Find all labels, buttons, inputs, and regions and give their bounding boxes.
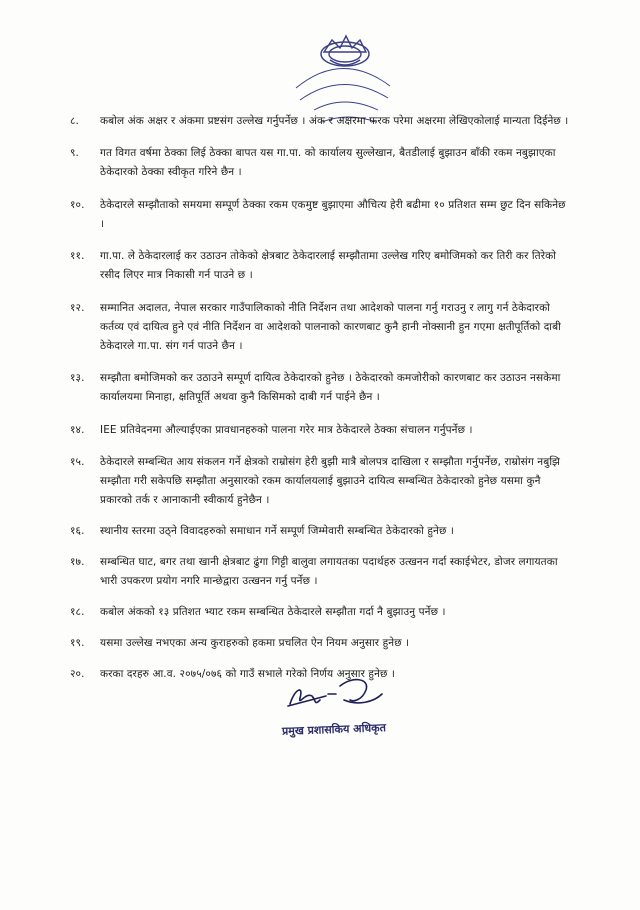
clause-number: १४. bbox=[70, 424, 85, 436]
clause-text: सम्मानित अदालत, नेपाल सरकार गाउँपालिकाको नीति निर्देशन तथा आदेशको पालना गर्नु गराउनु र लागु गर्न ठेकेदारको कर्तव्य एवं दायित्व हुने एवं नीति निर्देशन वा आदेशको पालनाको कारणबाट कुनै हानी नोक्सानी हुन गएमा क्षतीपूर्तिको दाबी ठेकेदारले गा.पा. संग गर्न पाउने छैन । bbox=[100, 302, 561, 352]
clause-number: १७. bbox=[70, 556, 85, 568]
list-item bbox=[70, 299, 570, 356]
clause-text: IEE प्रतिवेदनमा औल्याईएका प्रावधानहरुको पालना गरेर मात्र ठेकेदारले ठेक्का संचालन गर्नुपर्नेछ । bbox=[100, 424, 473, 436]
clause-number: १३. bbox=[70, 372, 85, 384]
list-item bbox=[70, 247, 570, 285]
list-item bbox=[70, 553, 570, 591]
clause-number: १९. bbox=[70, 637, 85, 649]
list-item bbox=[70, 522, 570, 541]
clause-text: गत विगत वर्षमा ठेक्का लिई ठेक्का बापत यस गा.पा. को कार्यालय सुल्लेखान, बैतडीलाई बुझाउन बाँकी रकम नबुझाएका ठेकेदारको ठेक्का स्वीकृत गरिने छैन । bbox=[100, 147, 556, 178]
clause-number: १२. bbox=[70, 302, 85, 314]
clause-text: कबोल अंकको १३ प्रतिशत भ्याट रकम सम्बन्धित ठेकेदारले सम्झौता गर्दा नै बुझाउनु पर्नेछ । bbox=[100, 606, 446, 618]
signatory-title: प्रमुख प्रशासकिय अधिकृत bbox=[281, 721, 387, 738]
clause-text: सम्झौता बमोजिमको कर उठाउने सम्पूर्ण दायित्व ठेकेदारको हुनेछ । ठेकेदारको कमजोरीको कारणबाट कर उठाउन नसकेमा कार्यालयमा मिनाहा, क्षतिपूर्ति अथवा कुनै किसिमको दाबी गर्न पाईने छैन । bbox=[100, 372, 561, 403]
list-item bbox=[70, 603, 570, 622]
clause-text: ठेकेदारले सम्झौताको समयमा सम्पूर्ण ठेक्का रकम एकमुष्ट बुझाएमा औचित्य हेरी बढीमा १० प्रतिशत सम्म छुट दिन सकिनेछ । bbox=[100, 199, 566, 230]
conditions-list bbox=[70, 112, 570, 684]
clause-number: १०. bbox=[70, 199, 85, 211]
list-item bbox=[70, 196, 570, 234]
list-item bbox=[70, 112, 570, 131]
clause-text: यसमा उल्लेख नभएका अन्य कुराहरुको हकमा प्रचलित ऐन नियम अनुसार हुनेछ । bbox=[100, 637, 410, 649]
clause-number: १८. bbox=[70, 606, 85, 618]
list-item bbox=[70, 453, 570, 510]
clause-text: स्थानीय स्तरमा उठ्ने विवादहरुको समाधान गर्ने सम्पूर्ण जिम्मेवारी सम्बन्धित ठेकेदारको हुनेछ । bbox=[100, 525, 454, 537]
list-item bbox=[70, 634, 570, 653]
clause-number: ८. bbox=[70, 115, 79, 127]
clause-text: कबोल अंक अक्षर र अंकमा प्रष्टसंग उल्लेख गर्नुपर्नेछ । अंक र अक्षरमा फरक परेमा अक्षरमा लेखिएकोलाई मान्यता दिईनेछ । bbox=[100, 115, 569, 127]
clause-text: करका दरहरु आ.व. २०७५/०७६ को गाउँ सभाले गरेको निर्णय अनुसार हुनेछ । bbox=[100, 668, 395, 680]
list-item bbox=[70, 369, 570, 407]
clause-number: २०. bbox=[70, 668, 85, 680]
clause-number: ११. bbox=[70, 250, 85, 262]
clause-text: सम्बन्धित घाट, बगर तथा खानी क्षेत्रबाट ढुंगा गिट्टी बालुवा लगायतका पदार्थहरु उत्खनन गर्दा स्काईभेटर, डोजर लगायतका भारी उपकरण प्रयोग नगरि मान्छेद्वारा उत्खनन गर्नु पर्नेछ । bbox=[100, 556, 558, 587]
clause-text: ठेकेदारले सम्बन्धित आय संकलन गर्ने क्षेत्रको राम्रोसंग हेरी बुझी मात्रै बोलपत्र दाखिला र सम्झौता गर्नुपर्नेछ, राम्रोसंग नबुझि सम्झौता गरी सकेपछि सम्झौता अनुसारको रकम कार्यालयलाई बुझाउने दायित्व सम्बन्धित ठेकेदारको हुनेछ यसमा कुनै प्रकारको तर्क र आनाकानी स्वीकार्य हुनेछैन । bbox=[100, 456, 561, 506]
clause-text: गा.पा. ले ठेकेदारलाई कर उठाउन तोकेको क्षेत्रबाट ठेकेदारलाई सम्झौतामा उल्लेख गरिए बमोजिमको कर तिरी कर तिरेको रसीद लिएर मात्र निकासी गर्न पाउने छ । bbox=[100, 250, 557, 281]
clause-number: १६. bbox=[70, 525, 85, 537]
clause-number: ९. bbox=[70, 147, 79, 159]
list-item bbox=[70, 421, 570, 440]
clause-number: १५. bbox=[70, 456, 85, 468]
list-item bbox=[70, 144, 570, 182]
